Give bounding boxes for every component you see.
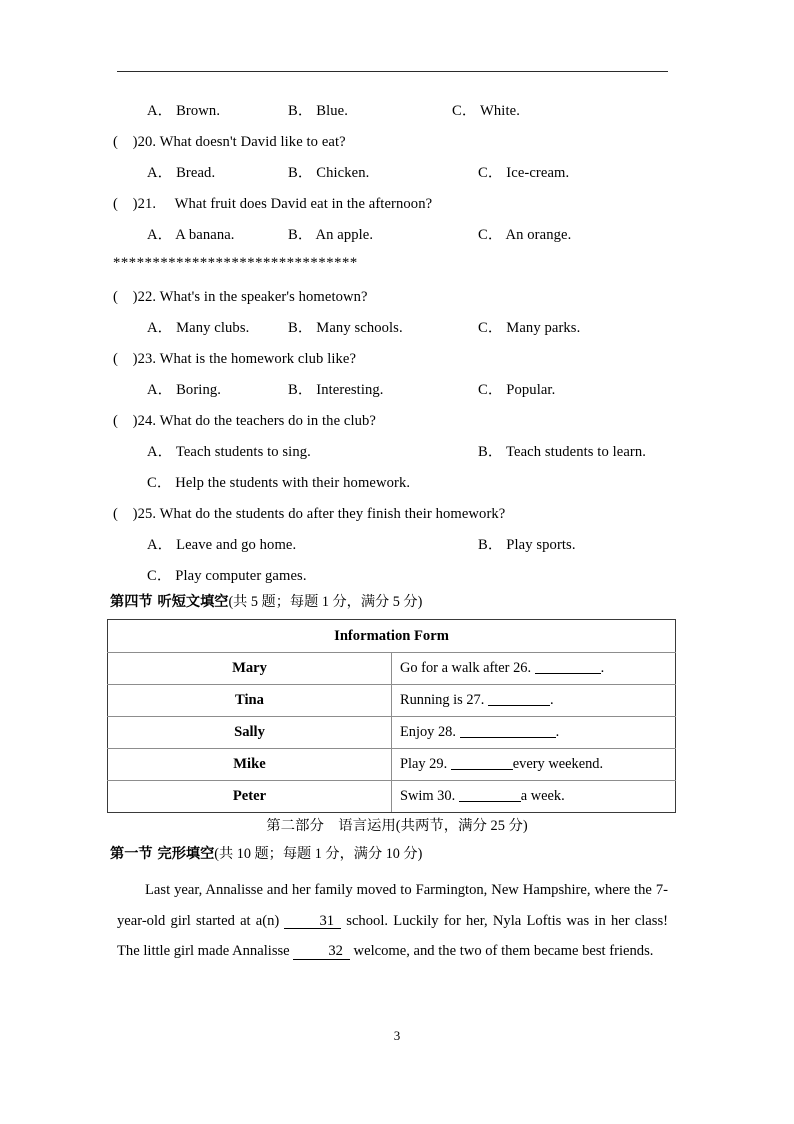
table-row bbox=[108, 685, 676, 717]
option-q25-a: A． Leave and go home. bbox=[147, 537, 297, 553]
section-one-score: (共 10 题；每题 1 分，满分 10 分) bbox=[214, 846, 423, 862]
option-q23-c: C． Popular. bbox=[478, 382, 556, 398]
section-one-title: 第一节 完形填空 bbox=[110, 846, 215, 862]
passage-text-1: Last year, Annalisse and her family moved to Farmington, New Hampshire, where the 7-year-old girl started at a(n) bbox=[117, 882, 668, 929]
option-q21-a: A． A banana. bbox=[147, 227, 235, 243]
page-number: 3 bbox=[393, 1028, 401, 1043]
option-q24-a: A． Teach students to sing. bbox=[147, 444, 311, 460]
option-q20-a: A． Bread. bbox=[147, 165, 216, 181]
option-label-q19-a: A． Brown. bbox=[147, 103, 221, 119]
answer-blank-28[interactable] bbox=[460, 737, 556, 738]
person-name-tina: Tina bbox=[108, 685, 392, 717]
option-q23-b: B． Interesting. bbox=[288, 382, 384, 398]
option-q22-a: A． Many clubs. bbox=[147, 320, 250, 336]
option-label-q19-c: C． White. bbox=[452, 103, 520, 119]
table-row bbox=[108, 653, 676, 685]
person-name-sally: Sally bbox=[108, 717, 392, 749]
section-four-score: (共 5 题；每题 1 分，满分 5 分) bbox=[228, 594, 423, 610]
section-four-title: 第四节 听短文填空 bbox=[110, 594, 229, 610]
question-stem-22: ( )22. What's in the speaker's hometown? bbox=[113, 289, 368, 305]
cloze-blank-32[interactable]: 32 bbox=[293, 944, 350, 960]
table-header-row bbox=[108, 620, 676, 653]
passage-text-3: welcome, and the two of them became best friends. bbox=[349, 943, 654, 960]
information-form-table bbox=[107, 619, 676, 813]
section-four-heading bbox=[110, 595, 422, 610]
question-stem-21: ( )21. What fruit does David eat in the afternoon? bbox=[113, 196, 433, 212]
section-separator-asterisks: ******************************* bbox=[113, 255, 358, 271]
table-row bbox=[108, 717, 676, 749]
option-q24-b: B． Teach students to learn. bbox=[478, 444, 647, 460]
cloze-passage bbox=[117, 875, 668, 967]
option-q22-c: C． Many parks. bbox=[478, 320, 581, 336]
activity-tina: Running is 27. . bbox=[392, 685, 676, 717]
question-stem-20: ( )20. What doesn't David like to eat? bbox=[113, 134, 346, 150]
answer-blank-29[interactable] bbox=[451, 769, 513, 770]
option-q25-c: C． Play computer games. bbox=[147, 568, 307, 584]
option-q20-b: B． Chicken. bbox=[288, 165, 370, 181]
cloze-blank-31[interactable]: 31 bbox=[284, 914, 341, 930]
option-q25-b: B． Play sports. bbox=[478, 537, 576, 553]
activity-mary: Go for a walk after 26. . bbox=[392, 653, 676, 685]
person-name-mike: Mike bbox=[108, 749, 392, 781]
option-q21-c: C． An orange. bbox=[478, 227, 572, 243]
section-one-heading bbox=[110, 847, 422, 862]
passage-text-2: school. Luckily for her, Nyla Loftis was in her class! The little girl made Annalisse bbox=[117, 912, 668, 960]
option-label-q19-b: B． Blue. bbox=[288, 103, 348, 119]
option-q22-b: B． Many schools. bbox=[288, 320, 403, 336]
table-row bbox=[108, 749, 676, 781]
answer-blank-27[interactable] bbox=[488, 705, 550, 706]
table-row bbox=[108, 781, 676, 813]
answer-blank-26[interactable] bbox=[535, 673, 601, 674]
option-q21-b: B． An apple. bbox=[288, 227, 374, 243]
question-stem-25: ( )25. What do the students do after they finish their homework? bbox=[113, 506, 506, 522]
header-rule bbox=[117, 71, 668, 72]
question-stem-24: ( )24. What do the teachers do in the club? bbox=[113, 413, 376, 429]
option-q24-c: C． Help the students with their homework. bbox=[147, 475, 411, 491]
table-title-cell: Information Form bbox=[108, 620, 676, 653]
activity-sally: Enjoy 28. . bbox=[392, 717, 676, 749]
answer-blank-30[interactable] bbox=[459, 801, 521, 802]
person-name-peter: Peter bbox=[108, 781, 392, 813]
option-q23-a: A． Boring. bbox=[147, 382, 221, 398]
question-stem-23: ( )23. What is the homework club like? bbox=[113, 351, 357, 367]
person-name-mary: Mary bbox=[108, 653, 392, 685]
option-q20-c: C． Ice-cream. bbox=[478, 165, 570, 181]
activity-peter: Swim 30. a week. bbox=[392, 781, 676, 813]
part-two-heading: 第二部分 语言运用(共两节，满分 25 分) bbox=[266, 818, 528, 834]
activity-mike: Play 29. every weekend. bbox=[392, 749, 676, 781]
